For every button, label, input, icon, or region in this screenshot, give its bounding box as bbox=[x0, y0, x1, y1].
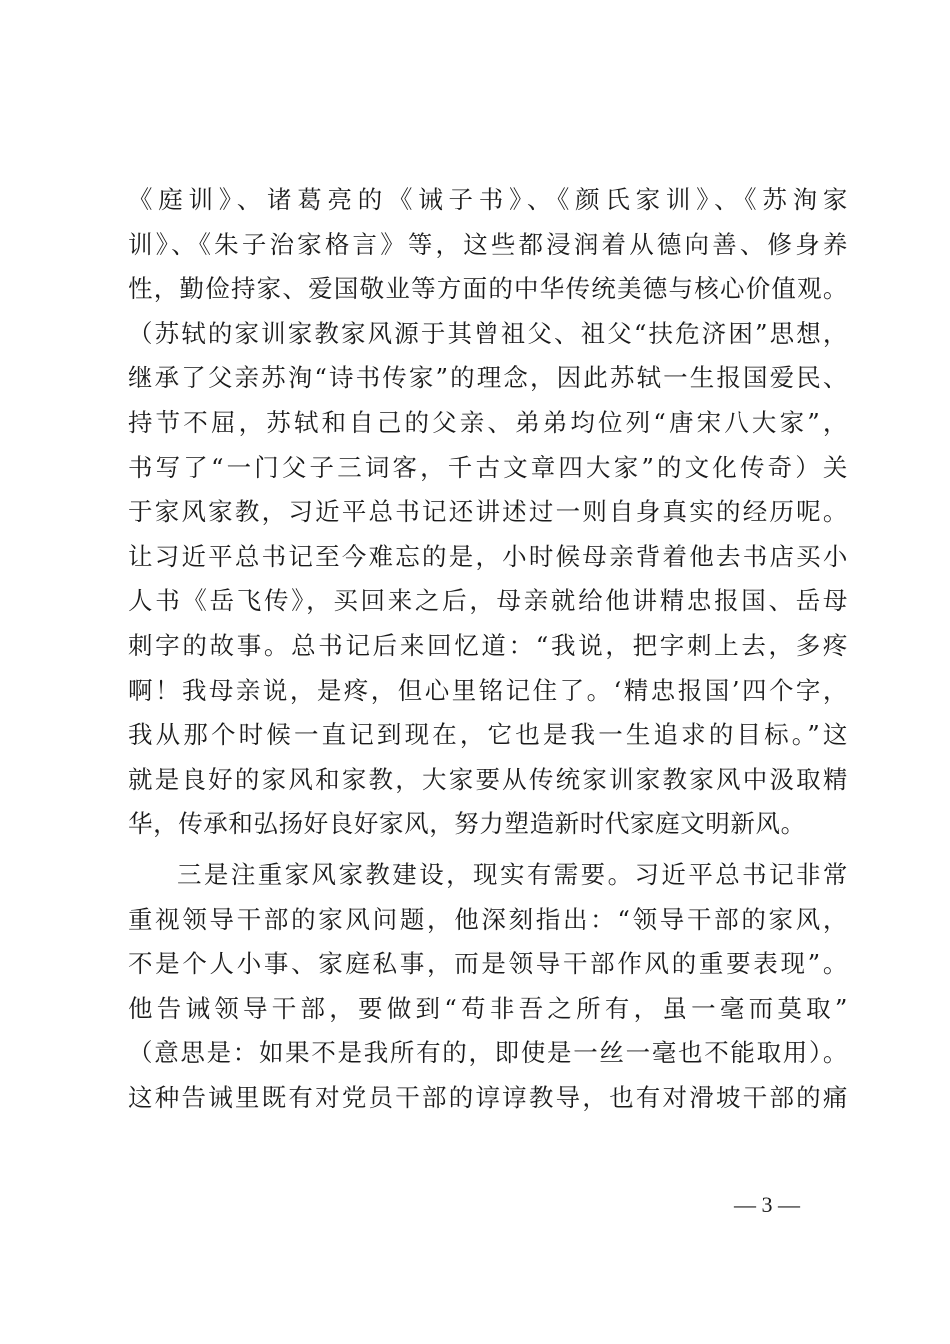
text-line: 重视领导干部的家风问题，他深刻指出：“领导干部的家风， bbox=[128, 904, 848, 934]
text-line: 人书《岳飞传》，买回来之后，母亲就给他讲精忠报国、岳母 bbox=[128, 586, 848, 616]
text-line: 持节不屈，苏轼和自己的父亲、弟弟均位列“唐宋八大家”， bbox=[128, 407, 848, 437]
text-line: 就是良好的家风和家教，大家要从传统家训家教家风中汲取精 bbox=[128, 764, 848, 794]
text-line: 性，勤俭持家、爱国敬业等方面的中华传统美德与核心价值观。 bbox=[128, 274, 848, 304]
page-number: — 3 — bbox=[734, 1192, 800, 1217]
text-line: 啊！我母亲说，是疼，但心里铭记住了。‘精忠报国’四个字， bbox=[128, 675, 848, 705]
text-line: 这种告诫里既有对党员干部的谆谆教导，也有对滑坡干部的痛 bbox=[128, 1082, 848, 1112]
text-line: 书写了“一门父子三词客，千古文章四大家”的文化传奇）关 bbox=[128, 452, 848, 482]
text-line: 他告诫领导干部，要做到“苟非吾之所有，虽一毫而莫取” bbox=[128, 993, 848, 1023]
text-line: （苏轼的家训家教家风源于其曾祖父、祖父“扶危济困”思想， bbox=[128, 318, 848, 348]
text-line: 于家风家教，习近平总书记还讲述过一则自身真实的经历呢。 bbox=[128, 497, 848, 527]
text-line: 训》、《朱子治家格言》等，这些都浸润着从德向善、修身养 bbox=[128, 229, 848, 259]
text-line: 不是个人小事、家庭私事，而是领导干部作风的重要表现”。 bbox=[128, 949, 848, 979]
text-line: 让习近平总书记至今难忘的是，小时候母亲背着他去书店买小 bbox=[128, 541, 848, 571]
text-line: 继承了父亲苏洵“诗书传家”的理念，因此苏轼一生报国爱民、 bbox=[128, 363, 848, 393]
text-line: （意思是：如果不是我所有的，即使是一丝一毫也不能取用）。 bbox=[128, 1038, 848, 1068]
text-line: 刺字的故事。总书记后来回忆道：“我说，把字刺上去，多疼 bbox=[128, 630, 848, 660]
text-line: 我从那个时候一直记到现在，它也是我一生追求的目标。”这 bbox=[128, 720, 848, 750]
text-line: 《庭训》、诸葛亮的《诫子书》、《颜氏家训》、《苏洵家 bbox=[128, 185, 848, 214]
body-text bbox=[128, 178, 848, 1120]
text-line: 华，传承和弘扬好良好家风，努力塑造新时代家庭文明新风。 bbox=[128, 809, 806, 839]
paragraph-first-line: 三是注重家风家教建设，现实有需要。习近平总书记非常 bbox=[177, 859, 848, 889]
